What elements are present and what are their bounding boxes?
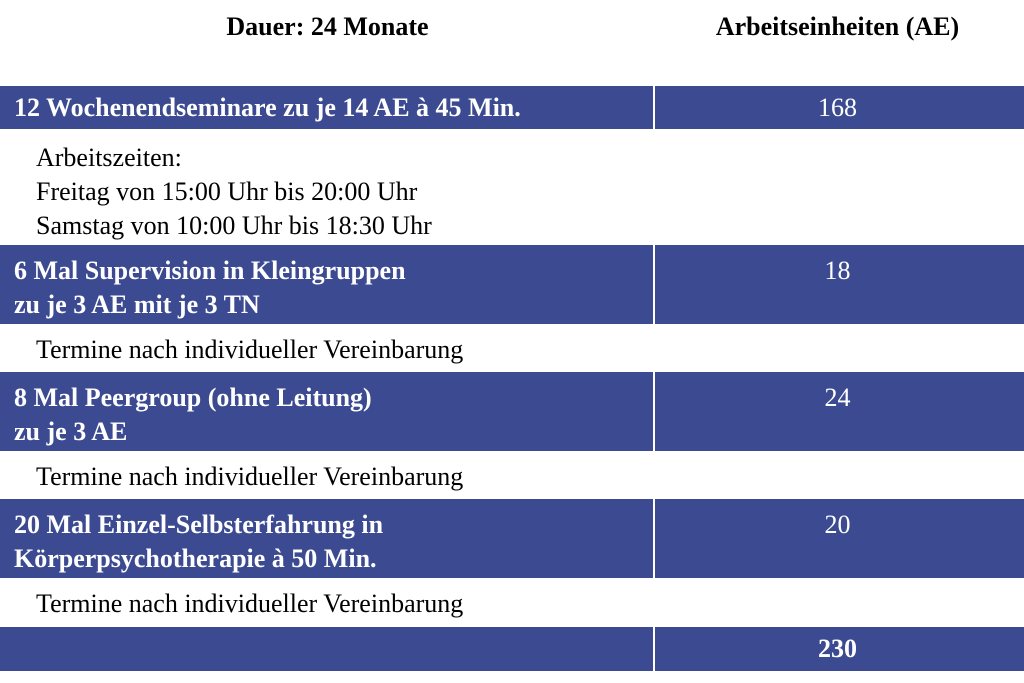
row-title [0,245,653,324]
table-row [0,86,1024,129]
row-title-line: zu je 3 AE mit je 3 TN [14,290,260,319]
row-title-line: 12 Wochenendseminare zu je 14 AE à 45 Min. [14,93,521,122]
row-value: 18 [824,256,851,285]
table-row [0,499,1024,578]
row-note [0,324,1024,372]
row-note [0,129,1024,244]
column-divider [653,86,655,129]
row-title-line: 6 Mal Supervision in Kleingruppen [14,256,406,285]
column-divider [653,627,655,671]
row-title [0,86,653,129]
note-line: Arbeitszeiten: [36,143,182,172]
row-title-line: 20 Mal Einzel-Selbsterfahrung in [14,510,384,539]
row-value: 24 [824,383,851,412]
row-note [0,451,1024,499]
row-value: 168 [818,93,857,122]
note-line: Samstag von 10:00 Uhr bis 18:30 Uhr [36,211,432,240]
row-title-line: Körperpsychotherapie à 50 Min. [14,544,377,573]
table-row [0,372,1024,451]
row-title-line: zu je 3 AE [14,417,128,446]
row-value: 20 [824,510,851,539]
note-line: Freitag von 15:00 Uhr bis 20:00 Uhr [36,177,418,206]
row-title [0,499,653,578]
note-line: Termine nach individueller Vereinbarung [36,589,464,618]
total-value: 230 [818,634,857,663]
column-divider [653,245,655,324]
note-line: Termine nach individueller Vereinbarung [36,335,464,364]
table-row [0,245,1024,324]
row-note [0,578,1024,626]
units-header: Arbeitseinheiten (AE) [715,12,960,41]
column-divider [653,499,655,578]
row-title [0,372,653,451]
total-label [0,627,653,671]
duration-header: Dauer: 24 Monate [226,12,429,41]
total-row [0,627,1024,671]
column-divider [653,372,655,451]
note-line: Termine nach individueller Vereinbarung [36,462,464,491]
row-title-line: 8 Mal Peergroup (ohne Leitung) [14,383,372,412]
